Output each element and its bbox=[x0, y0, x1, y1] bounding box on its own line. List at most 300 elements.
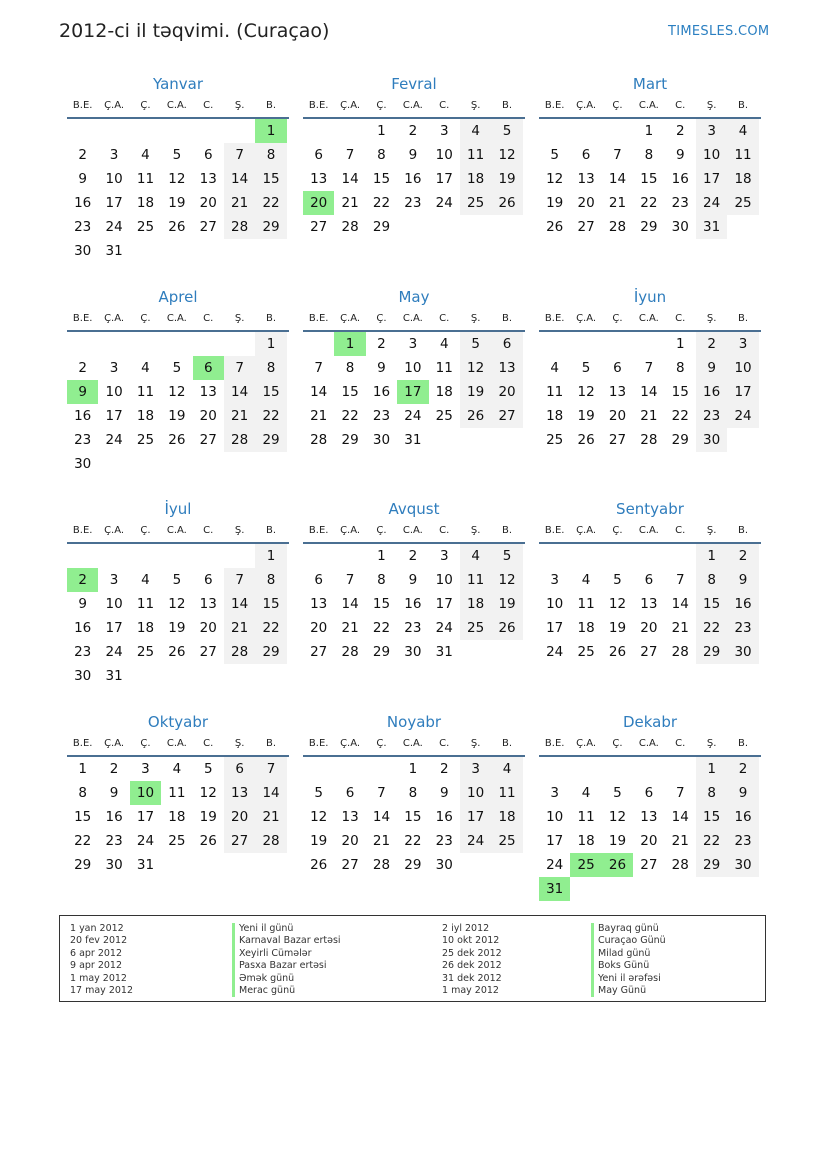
empty-cell bbox=[334, 757, 365, 781]
days-grid bbox=[539, 332, 761, 452]
day-cell: 12 bbox=[577, 384, 595, 400]
empty-cell bbox=[570, 119, 601, 143]
day-cell: 29 bbox=[696, 640, 727, 664]
weekday-label: Ç. bbox=[376, 525, 387, 536]
day-cell: 29 bbox=[671, 432, 689, 448]
day-cell: 2 bbox=[696, 332, 727, 356]
day-cell: 4 bbox=[581, 572, 591, 588]
days-grid bbox=[67, 544, 289, 688]
day-cell: 5 bbox=[314, 785, 323, 801]
day-cell: 28 bbox=[608, 219, 627, 235]
day-cell: 21 bbox=[255, 805, 286, 829]
day-cell: 22 bbox=[671, 408, 689, 424]
month-name: Fevral bbox=[391, 75, 437, 93]
day-cell: 15 bbox=[696, 805, 727, 829]
day-cell: 5 bbox=[172, 147, 182, 163]
weekday-label: Ç. bbox=[612, 738, 623, 749]
day-cell: 30 bbox=[727, 640, 758, 664]
day-cell: 27 bbox=[640, 644, 658, 660]
day-cell: 23 bbox=[727, 829, 758, 853]
day-cell: 15 bbox=[372, 596, 391, 612]
day-cell: 8 bbox=[255, 143, 286, 167]
weekday-label: B. bbox=[502, 100, 513, 111]
day-cell: 27 bbox=[577, 219, 595, 235]
legend-date: 9 apr 2012 bbox=[70, 960, 123, 972]
day-cell: 30 bbox=[74, 243, 92, 259]
day-cell: 30 bbox=[372, 432, 391, 448]
day-cell: 1 bbox=[644, 123, 654, 139]
day-cell: 9 bbox=[78, 171, 87, 187]
month-name: Yanvar bbox=[152, 75, 204, 93]
day-cell: 18 bbox=[546, 408, 564, 424]
day-cell: 24 bbox=[460, 829, 491, 853]
day-cell: 21 bbox=[640, 408, 658, 424]
legend-holiday-name: Milad günü bbox=[591, 948, 666, 960]
empty-cell bbox=[539, 119, 570, 143]
day-cell: 18 bbox=[168, 809, 186, 825]
weekday-header bbox=[303, 308, 525, 332]
weekday-label: C. bbox=[203, 100, 214, 111]
day-cell: 16 bbox=[727, 805, 758, 829]
day-cell: 31 bbox=[105, 668, 123, 684]
month-block bbox=[303, 70, 525, 239]
empty-cell bbox=[602, 544, 633, 568]
weekday-label: B.E. bbox=[544, 100, 565, 111]
day-cell: 6 bbox=[581, 147, 591, 163]
weekday-header bbox=[303, 95, 525, 119]
holiday-day-cell: 25 bbox=[570, 853, 601, 877]
legend-date: 1 may 2012 bbox=[70, 972, 127, 984]
day-cell: 13 bbox=[224, 781, 255, 805]
month-block bbox=[303, 283, 525, 452]
weekday-label: B. bbox=[502, 525, 513, 536]
day-cell: 15 bbox=[255, 592, 286, 616]
weekday-label: C.A. bbox=[166, 525, 187, 536]
day-cell: 12 bbox=[491, 143, 522, 167]
month-name: Avqust bbox=[388, 500, 440, 518]
day-cell: 14 bbox=[224, 592, 255, 616]
day-cell: 27 bbox=[310, 644, 328, 660]
weekday-label: C. bbox=[675, 738, 686, 749]
weekday-label: Ç. bbox=[612, 100, 623, 111]
day-cell: 3 bbox=[460, 757, 491, 781]
day-cell: 10 bbox=[105, 384, 123, 400]
day-cell: 24 bbox=[546, 857, 564, 873]
weekday-label: B.E. bbox=[544, 525, 565, 536]
day-cell: 29 bbox=[372, 644, 391, 660]
weekday-header bbox=[67, 733, 289, 757]
day-cell: 9 bbox=[408, 147, 418, 163]
day-cell: 28 bbox=[671, 857, 689, 873]
day-cell: 24 bbox=[696, 191, 727, 215]
day-cell: 23 bbox=[74, 219, 92, 235]
day-cell: 13 bbox=[199, 384, 217, 400]
day-cell: 25 bbox=[546, 432, 564, 448]
weekday-label: Ç. bbox=[140, 313, 151, 324]
day-cell: 7 bbox=[224, 568, 255, 592]
empty-cell bbox=[224, 332, 255, 356]
weekday-label: Ş. bbox=[234, 738, 245, 749]
day-cell: 13 bbox=[310, 171, 328, 187]
day-cell: 6 bbox=[613, 360, 622, 376]
day-cell: 24 bbox=[136, 833, 155, 849]
weekday-label: Ş. bbox=[470, 525, 481, 536]
weekday-label: Ç.A. bbox=[104, 100, 125, 111]
day-cell: 26 bbox=[168, 432, 186, 448]
day-cell: 13 bbox=[199, 171, 217, 187]
weekday-label: Ç.A. bbox=[104, 738, 125, 749]
holiday-day-cell: 1 bbox=[255, 119, 286, 143]
weekday-label: B. bbox=[738, 313, 749, 324]
day-cell: 24 bbox=[435, 195, 453, 211]
month-name: Dekabr bbox=[622, 713, 678, 731]
empty-cell bbox=[161, 544, 192, 568]
legend-holiday-name: Əmək günü bbox=[232, 973, 341, 985]
day-cell: 12 bbox=[168, 171, 186, 187]
empty-cell bbox=[539, 757, 570, 781]
site-link[interactable]: TIMESLES.COM bbox=[668, 24, 770, 39]
day-cell: 15 bbox=[255, 380, 286, 404]
day-cell: 21 bbox=[224, 191, 255, 215]
month-block bbox=[67, 708, 289, 877]
day-cell: 2 bbox=[675, 123, 685, 139]
legend-date: 1 may 2012 bbox=[442, 984, 499, 996]
day-cell: 20 bbox=[310, 620, 328, 636]
day-cell: 25 bbox=[460, 191, 491, 215]
day-cell: 16 bbox=[404, 171, 422, 187]
day-cell: 15 bbox=[404, 809, 422, 825]
day-cell: 17 bbox=[727, 380, 758, 404]
day-cell: 29 bbox=[341, 432, 359, 448]
day-cell: 27 bbox=[199, 432, 217, 448]
empty-cell bbox=[130, 119, 161, 143]
weekday-label: B.E. bbox=[544, 313, 565, 324]
weekday-label: B. bbox=[266, 738, 277, 749]
day-cell: 26 bbox=[608, 644, 627, 660]
day-cell: 5 bbox=[581, 360, 591, 376]
day-cell: 24 bbox=[105, 219, 123, 235]
day-cell: 17 bbox=[435, 171, 453, 187]
day-cell: 28 bbox=[255, 829, 286, 853]
day-cell: 16 bbox=[74, 620, 92, 636]
day-cell: 17 bbox=[546, 620, 564, 636]
day-cell: 24 bbox=[435, 620, 453, 636]
weekday-label: Ç. bbox=[140, 100, 151, 111]
day-cell: 7 bbox=[345, 572, 355, 588]
day-cell: 6 bbox=[224, 757, 255, 781]
day-cell: 20 bbox=[491, 380, 522, 404]
day-cell: 15 bbox=[696, 592, 727, 616]
legend-holiday-name: May Günü bbox=[591, 985, 666, 997]
day-cell: 22 bbox=[74, 833, 92, 849]
weekday-label: C. bbox=[675, 525, 686, 536]
day-cell: 27 bbox=[491, 404, 522, 428]
day-cell: 4 bbox=[141, 360, 150, 376]
weekday-label: C. bbox=[203, 525, 214, 536]
day-cell: 4 bbox=[460, 544, 491, 568]
day-cell: 26 bbox=[577, 432, 595, 448]
empty-cell bbox=[303, 119, 334, 143]
day-cell: 20 bbox=[608, 408, 627, 424]
weekday-label: B.E. bbox=[72, 738, 93, 749]
day-cell: 14 bbox=[341, 171, 359, 187]
weekday-label: B.E. bbox=[308, 313, 329, 324]
weekday-label: Ş. bbox=[470, 100, 481, 111]
day-cell: 28 bbox=[671, 644, 689, 660]
day-cell: 4 bbox=[491, 757, 522, 781]
day-cell: 21 bbox=[224, 616, 255, 640]
day-cell: 21 bbox=[671, 833, 689, 849]
day-cell: 17 bbox=[435, 596, 453, 612]
days-grid bbox=[303, 757, 525, 877]
day-cell: 5 bbox=[613, 572, 622, 588]
weekday-label: B.E. bbox=[72, 525, 93, 536]
day-cell: 21 bbox=[608, 195, 627, 211]
legend-holiday-name: Curaçao Günü bbox=[591, 935, 666, 947]
legend-names-right bbox=[591, 923, 666, 997]
day-cell: 28 bbox=[372, 857, 391, 873]
day-cell: 23 bbox=[74, 432, 92, 448]
empty-cell bbox=[193, 544, 224, 568]
day-cell: 21 bbox=[310, 408, 328, 424]
day-cell: 14 bbox=[640, 384, 658, 400]
day-cell: 11 bbox=[546, 384, 564, 400]
day-cell: 8 bbox=[377, 572, 386, 588]
day-cell: 11 bbox=[435, 360, 453, 376]
days-grid bbox=[67, 757, 289, 877]
day-cell: 26 bbox=[491, 191, 522, 215]
day-cell: 25 bbox=[460, 616, 491, 640]
legend-holiday-name: Pasxa Bazar ertəsi bbox=[232, 960, 341, 972]
empty-cell bbox=[193, 119, 224, 143]
month-name: Sentyabr bbox=[616, 500, 684, 518]
weekday-label: Ş. bbox=[706, 738, 717, 749]
legend-date: 31 dek 2012 bbox=[442, 972, 502, 984]
holiday-day-cell: 17 bbox=[397, 380, 428, 404]
day-cell: 11 bbox=[136, 384, 155, 400]
weekday-label: Ş. bbox=[234, 100, 245, 111]
holiday-day-cell: 6 bbox=[193, 356, 224, 380]
day-cell: 27 bbox=[608, 432, 627, 448]
day-cell: 2 bbox=[408, 123, 418, 139]
day-cell: 31 bbox=[136, 857, 155, 873]
empty-cell bbox=[633, 332, 664, 356]
day-cell: 17 bbox=[105, 620, 123, 636]
day-cell: 26 bbox=[460, 404, 491, 428]
empty-cell bbox=[67, 332, 98, 356]
day-cell: 11 bbox=[136, 171, 155, 187]
day-cell: 4 bbox=[460, 119, 491, 143]
weekday-label: C. bbox=[675, 313, 686, 324]
weekday-label: Ç.A. bbox=[576, 525, 597, 536]
empty-cell bbox=[130, 332, 161, 356]
day-cell: 26 bbox=[546, 219, 564, 235]
day-cell: 1 bbox=[255, 544, 286, 568]
legend-holiday-name: Merac günü bbox=[232, 985, 341, 997]
day-cell: 22 bbox=[696, 616, 727, 640]
day-cell: 11 bbox=[460, 143, 491, 167]
empty-cell bbox=[161, 119, 192, 143]
empty-cell bbox=[570, 332, 601, 356]
weekday-header bbox=[67, 520, 289, 544]
day-cell: 15 bbox=[671, 384, 689, 400]
weekday-label: Ç. bbox=[140, 525, 151, 536]
day-cell: 25 bbox=[491, 829, 522, 853]
day-cell: 15 bbox=[255, 167, 286, 191]
day-cell: 19 bbox=[310, 833, 328, 849]
empty-cell bbox=[570, 544, 601, 568]
day-cell: 19 bbox=[460, 380, 491, 404]
day-cell: 14 bbox=[608, 171, 627, 187]
legend-date: 10 okt 2012 bbox=[442, 935, 500, 947]
empty-cell bbox=[67, 119, 98, 143]
weekday-label: Ç.A. bbox=[104, 313, 125, 324]
day-cell: 28 bbox=[224, 215, 255, 239]
day-cell: 14 bbox=[224, 380, 255, 404]
legend-date: 1 yan 2012 bbox=[70, 923, 124, 934]
day-cell: 4 bbox=[141, 572, 150, 588]
day-cell: 23 bbox=[105, 833, 123, 849]
weekday-label: Ş. bbox=[470, 738, 481, 749]
day-cell: 2 bbox=[439, 761, 449, 777]
weekday-label: B. bbox=[266, 313, 277, 324]
day-cell: 30 bbox=[435, 857, 453, 873]
holiday-day-cell: 26 bbox=[602, 853, 633, 877]
legend-dates-right bbox=[442, 923, 502, 997]
day-cell: 19 bbox=[168, 620, 186, 636]
weekday-label: Ç. bbox=[612, 525, 623, 536]
day-cell: 9 bbox=[439, 785, 449, 801]
days-grid bbox=[67, 332, 289, 476]
weekday-label: Ç. bbox=[612, 313, 623, 324]
weekday-label: Ş. bbox=[234, 313, 245, 324]
empty-cell bbox=[570, 757, 601, 781]
day-cell: 12 bbox=[546, 171, 564, 187]
weekday-header bbox=[303, 733, 525, 757]
day-cell: 30 bbox=[74, 456, 92, 472]
day-cell: 29 bbox=[74, 857, 92, 873]
day-cell: 23 bbox=[372, 408, 391, 424]
weekday-label: B.E. bbox=[308, 100, 329, 111]
weekday-label: Ç.A. bbox=[340, 738, 361, 749]
day-cell: 31 bbox=[696, 215, 727, 239]
day-cell: 29 bbox=[404, 857, 422, 873]
day-cell: 14 bbox=[671, 809, 689, 825]
day-cell: 10 bbox=[435, 147, 453, 163]
empty-cell bbox=[539, 332, 570, 356]
day-cell: 23 bbox=[671, 195, 689, 211]
month-name: Mart bbox=[632, 75, 668, 93]
day-cell: 19 bbox=[491, 592, 522, 616]
day-cell: 11 bbox=[168, 785, 186, 801]
day-cell: 1 bbox=[78, 761, 87, 777]
day-cell: 13 bbox=[341, 809, 359, 825]
day-cell: 24 bbox=[727, 404, 758, 428]
day-cell: 14 bbox=[671, 596, 689, 612]
day-cell: 25 bbox=[577, 644, 595, 660]
day-cell: 26 bbox=[310, 857, 328, 873]
month-block bbox=[67, 283, 289, 476]
day-cell: 2 bbox=[78, 360, 87, 376]
day-cell: 12 bbox=[608, 596, 627, 612]
day-cell: 18 bbox=[491, 805, 522, 829]
weekday-label: B.E. bbox=[72, 100, 93, 111]
day-cell: 15 bbox=[74, 809, 92, 825]
day-cell: 18 bbox=[577, 620, 595, 636]
day-cell: 18 bbox=[460, 592, 491, 616]
day-cell: 16 bbox=[404, 596, 422, 612]
day-cell: 6 bbox=[203, 147, 213, 163]
day-cell: 3 bbox=[109, 360, 119, 376]
day-cell: 12 bbox=[168, 596, 186, 612]
day-cell: 24 bbox=[105, 432, 123, 448]
day-cell: 17 bbox=[136, 809, 155, 825]
empty-cell bbox=[303, 757, 334, 781]
day-cell: 7 bbox=[675, 572, 685, 588]
day-cell: 27 bbox=[310, 219, 328, 235]
month-block bbox=[539, 495, 761, 664]
day-cell: 12 bbox=[310, 809, 328, 825]
day-cell: 24 bbox=[404, 408, 422, 424]
day-cell: 19 bbox=[491, 167, 522, 191]
month-block bbox=[67, 495, 289, 688]
day-cell: 27 bbox=[199, 644, 217, 660]
legend-date: 6 apr 2012 bbox=[70, 947, 123, 959]
day-cell: 31 bbox=[404, 432, 422, 448]
day-cell: 4 bbox=[550, 360, 559, 376]
empty-cell bbox=[633, 544, 664, 568]
legend-holiday-name: Bayraq günü bbox=[591, 923, 666, 935]
day-cell: 5 bbox=[172, 572, 182, 588]
day-cell: 3 bbox=[141, 761, 150, 777]
day-cell: 28 bbox=[310, 432, 328, 448]
weekday-label: Ç.A. bbox=[104, 525, 125, 536]
day-cell: 3 bbox=[550, 572, 559, 588]
holiday-legend bbox=[59, 915, 766, 1002]
weekday-label: Ç.A. bbox=[340, 525, 361, 536]
day-cell: 28 bbox=[640, 432, 658, 448]
day-cell: 16 bbox=[105, 809, 123, 825]
day-cell: 16 bbox=[671, 171, 689, 187]
day-cell: 19 bbox=[608, 620, 627, 636]
day-cell: 8 bbox=[644, 147, 654, 163]
day-cell: 16 bbox=[74, 195, 92, 211]
day-cell: 30 bbox=[404, 644, 422, 660]
weekday-label: Ç. bbox=[376, 313, 387, 324]
empty-cell bbox=[224, 119, 255, 143]
day-cell: 26 bbox=[168, 644, 186, 660]
day-cell: 4 bbox=[141, 147, 150, 163]
day-cell: 7 bbox=[613, 147, 622, 163]
empty-cell bbox=[224, 544, 255, 568]
day-cell: 30 bbox=[74, 668, 92, 684]
day-cell: 19 bbox=[546, 195, 564, 211]
empty-cell bbox=[602, 119, 633, 143]
legend-holiday-name: Karnaval Bazar ertəsi bbox=[232, 935, 341, 947]
month-name: İyul bbox=[164, 500, 192, 518]
day-cell: 13 bbox=[199, 596, 217, 612]
empty-cell bbox=[665, 544, 696, 568]
day-cell: 22 bbox=[372, 620, 391, 636]
days-grid bbox=[303, 544, 525, 664]
day-cell: 18 bbox=[727, 167, 758, 191]
weekday-label: C.A. bbox=[638, 313, 659, 324]
weekday-label: C.A. bbox=[402, 525, 423, 536]
day-cell: 18 bbox=[435, 384, 453, 400]
day-cell: 20 bbox=[341, 833, 359, 849]
empty-cell bbox=[334, 544, 365, 568]
day-cell: 8 bbox=[675, 360, 685, 376]
